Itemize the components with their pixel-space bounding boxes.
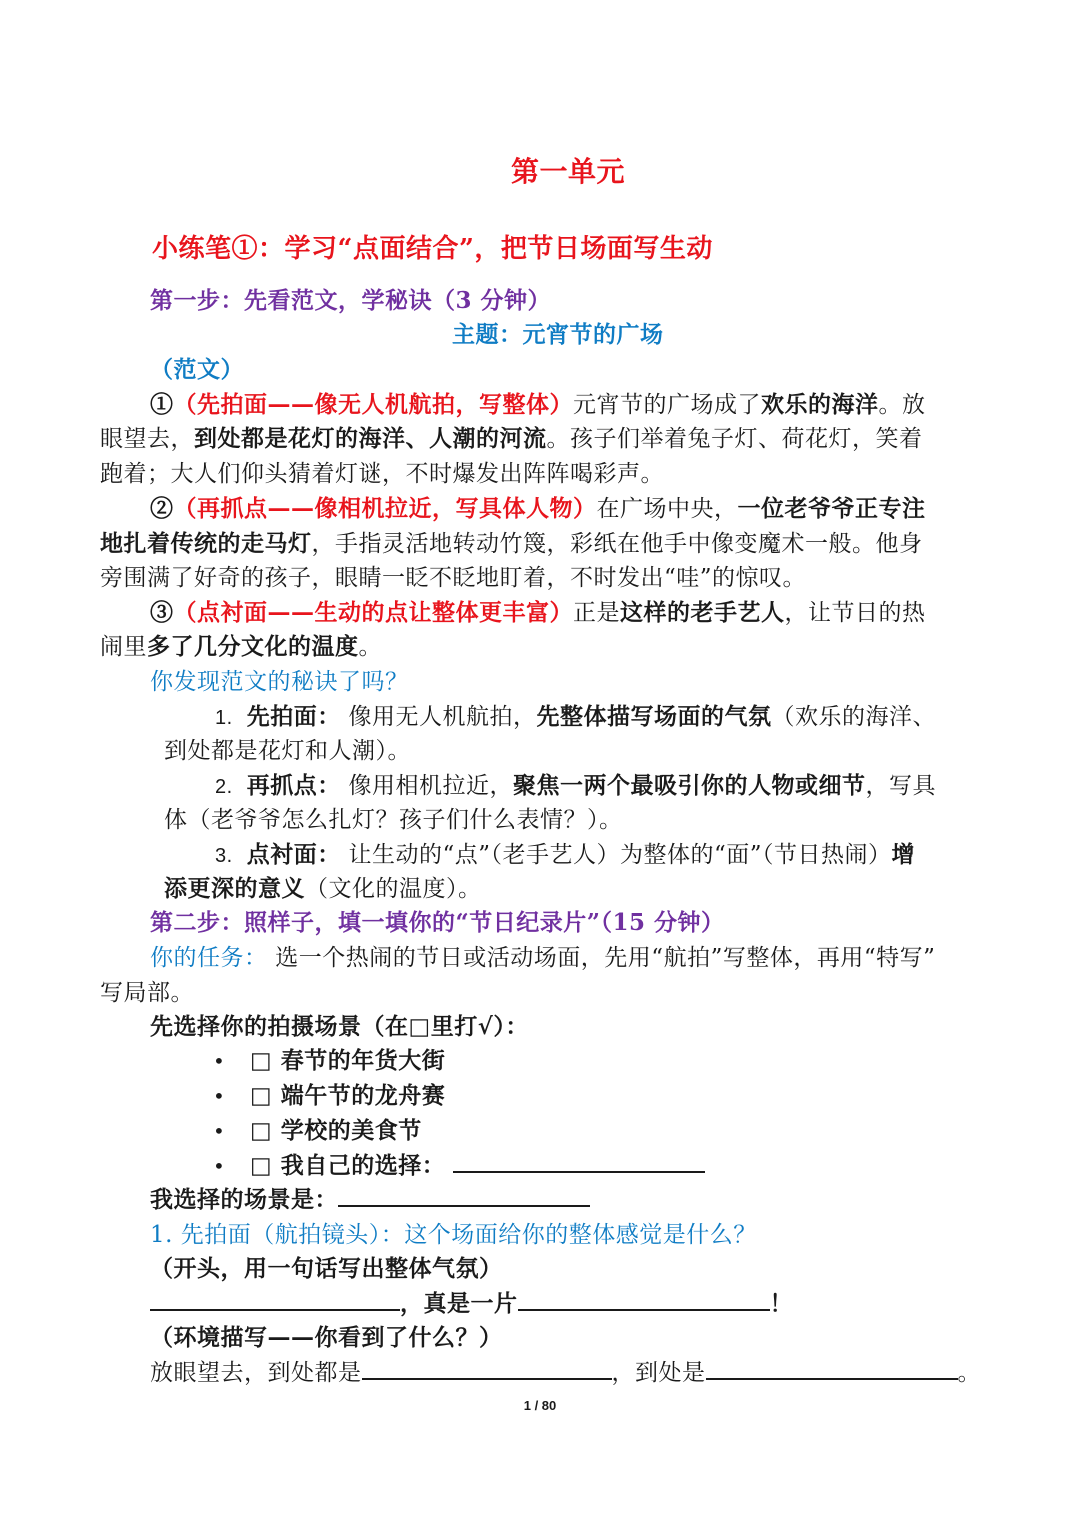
task-line2 [100, 976, 194, 1010]
para2-bold: 地扎着传统的走马灯 [100, 530, 312, 557]
para2-tag: （再抓点——像相机拉近，写具体人物） [173, 495, 597, 522]
tip-text: （欢乐的海洋、 [771, 704, 936, 730]
option-item[interactable]: □ 端午节的龙舟赛 [250, 1082, 446, 1109]
para3-line1 [150, 596, 926, 630]
para2-line2 [100, 527, 923, 561]
env-text: ，到处是 [611, 1360, 706, 1386]
tip-text: 到处都是花灯和人潮）。 [164, 738, 411, 764]
env-text: 。 [957, 1360, 981, 1386]
tip-bold: 先整体描写场面的气氛 [536, 703, 772, 730]
para2-text: ，手指灵活地转动竹篾，彩纸在他手中像变魔术一般。他身 [311, 531, 923, 557]
step1-heading: 第一步：先看范文，学秘诀（3 分钟） [150, 287, 552, 314]
opening-mid: ，真是一片 [400, 1290, 518, 1317]
env-blank-2[interactable] [706, 1356, 958, 1380]
question-1: 1. 先拍面（航拍镜头）：这个场面给你的整体感觉是什么？ [150, 1222, 757, 1248]
para1-text: 元宵节的广场成了 [573, 392, 761, 418]
para3-bold: 多了几分文化的温度 [147, 633, 359, 660]
env-text: 放眼望去，到处都是 [150, 1360, 362, 1386]
para1-number: ① [150, 391, 174, 418]
tip-label: 先拍面： [246, 703, 341, 730]
choose-prompt: 先选择你的拍摄场景（在□里打√）： [150, 1013, 529, 1040]
unit-title: 第一单元 [511, 155, 626, 188]
tip-text: ，写具 [865, 773, 936, 799]
option-label: □ 我自己的选择： [250, 1152, 446, 1179]
page-number: 1 / 80 [523, 1398, 557, 1413]
para1-text: 眼望去， [100, 426, 194, 452]
tip2-line2 [164, 803, 623, 837]
bullet-icon: • [213, 1154, 225, 1178]
bullet-icon: • [213, 1049, 225, 1073]
tip-text: （文化的温度）。 [305, 876, 482, 902]
lesson-heading: 小练笔①：学习“点面结合”，把节日场面写生动 [152, 234, 713, 264]
custom-choice-blank[interactable] [453, 1149, 705, 1173]
tip-text: 像用无人机航拍， [340, 704, 537, 730]
para1-line2 [100, 422, 923, 456]
bullet-icon: • [213, 1084, 225, 1108]
task-label: 你的任务： [150, 945, 268, 971]
tip-number: 2. [215, 776, 233, 798]
tip1-line1 [215, 700, 936, 735]
para2-line1 [150, 492, 926, 526]
para3-tag: （点衬面——生动的点让整体更丰富） [173, 599, 573, 626]
para2-line3 [100, 561, 806, 595]
tip-bold: 添更深的意义 [164, 875, 305, 902]
tip3-line1 [215, 838, 915, 873]
chosen-scene-blank[interactable] [338, 1183, 590, 1207]
para1-bold: 到处都是花灯的海洋、人潮的河流 [194, 425, 547, 452]
tip3-line2 [164, 872, 482, 906]
para1-text: 跑着；大人们仰头猜着灯谜，不时爆发出阵阵喝彩声。 [100, 461, 664, 487]
chosen-scene-label: 我选择的场景是： [150, 1186, 338, 1213]
bullet-icon: • [213, 1119, 225, 1143]
para1-text: 。放 [878, 392, 926, 418]
task-text: 写局部。 [100, 980, 194, 1006]
option-item-custom[interactable] [250, 1149, 705, 1183]
tip-bold: 增 [891, 841, 916, 868]
para2-bold: 一位老爷爷正专注 [737, 495, 926, 522]
step2-heading: 第二步：照样子，填一填你的“节日纪录片”（15 分钟） [150, 909, 725, 936]
tip2-line1 [215, 769, 936, 804]
sample-label: （范文） [150, 356, 244, 383]
tip1-line2 [164, 734, 411, 768]
secret-question: 你发现范文的秘诀了吗？ [150, 669, 409, 695]
para2-text: 旁围满了好奇的孩子，眼睛一眨不眨地盯着，不时发出“哇”的惊叹。 [100, 565, 807, 591]
opening-blank-1[interactable] [150, 1287, 400, 1311]
tip-text: 像用相机拉近， [340, 773, 513, 799]
para3-number: ③ [150, 599, 174, 626]
para3-bold: 这样的老手艺人 [620, 599, 785, 626]
para1-bold: 欢乐的海洋 [761, 391, 879, 418]
para1-line1 [150, 388, 926, 422]
tip-number: 3. [215, 845, 233, 867]
tip-label: 点衬面： [246, 841, 341, 868]
tip-text: 体（老爷爷怎么扎灯？孩子们什么表情？）。 [164, 807, 623, 833]
option-item[interactable]: □ 学校的美食节 [250, 1117, 422, 1144]
para1-text: 。孩子们举着兔子灯、荷花灯，笑着 [546, 426, 923, 452]
para2-number: ② [150, 495, 174, 522]
opening-label: （开头，用一句话写出整体气氛） [150, 1255, 503, 1282]
environment-label: （环境描写——你看到了什么？） [150, 1324, 503, 1351]
opening-end: ！ [769, 1290, 793, 1317]
tip-number: 1. [215, 707, 233, 729]
para3-text: ，让节日的热 [784, 600, 926, 626]
para2-text: 在广场中央， [596, 496, 738, 522]
tip-bold: 聚焦一两个最吸引你的人物或细节 [513, 772, 866, 799]
option-item[interactable]: □ 春节的年货大街 [250, 1047, 446, 1074]
para3-text: 。 [358, 634, 382, 660]
opening-blank-2[interactable] [518, 1287, 770, 1311]
environment-fill-line [150, 1356, 981, 1390]
env-blank-1[interactable] [362, 1356, 612, 1380]
tip-label: 再抓点： [246, 772, 341, 799]
chosen-scene-line [150, 1183, 590, 1217]
tip-text: 让生动的“点”（老手艺人）为整体的“面”（节日热闹） [340, 842, 892, 868]
task-line1 [150, 941, 935, 975]
para3-line2 [100, 630, 382, 664]
para1-line3 [100, 457, 664, 491]
para3-text: 正是 [573, 600, 620, 626]
para3-text: 闹里 [100, 634, 147, 660]
opening-fill-line [150, 1287, 793, 1321]
theme-line: 主题：元宵节的广场 [452, 321, 664, 348]
para1-tag: （先拍面——像无人机航拍，写整体） [173, 391, 573, 418]
task-text: 选一个热闹的节日或活动场面，先用“航拍”写整体，再用“特写” [267, 945, 936, 971]
